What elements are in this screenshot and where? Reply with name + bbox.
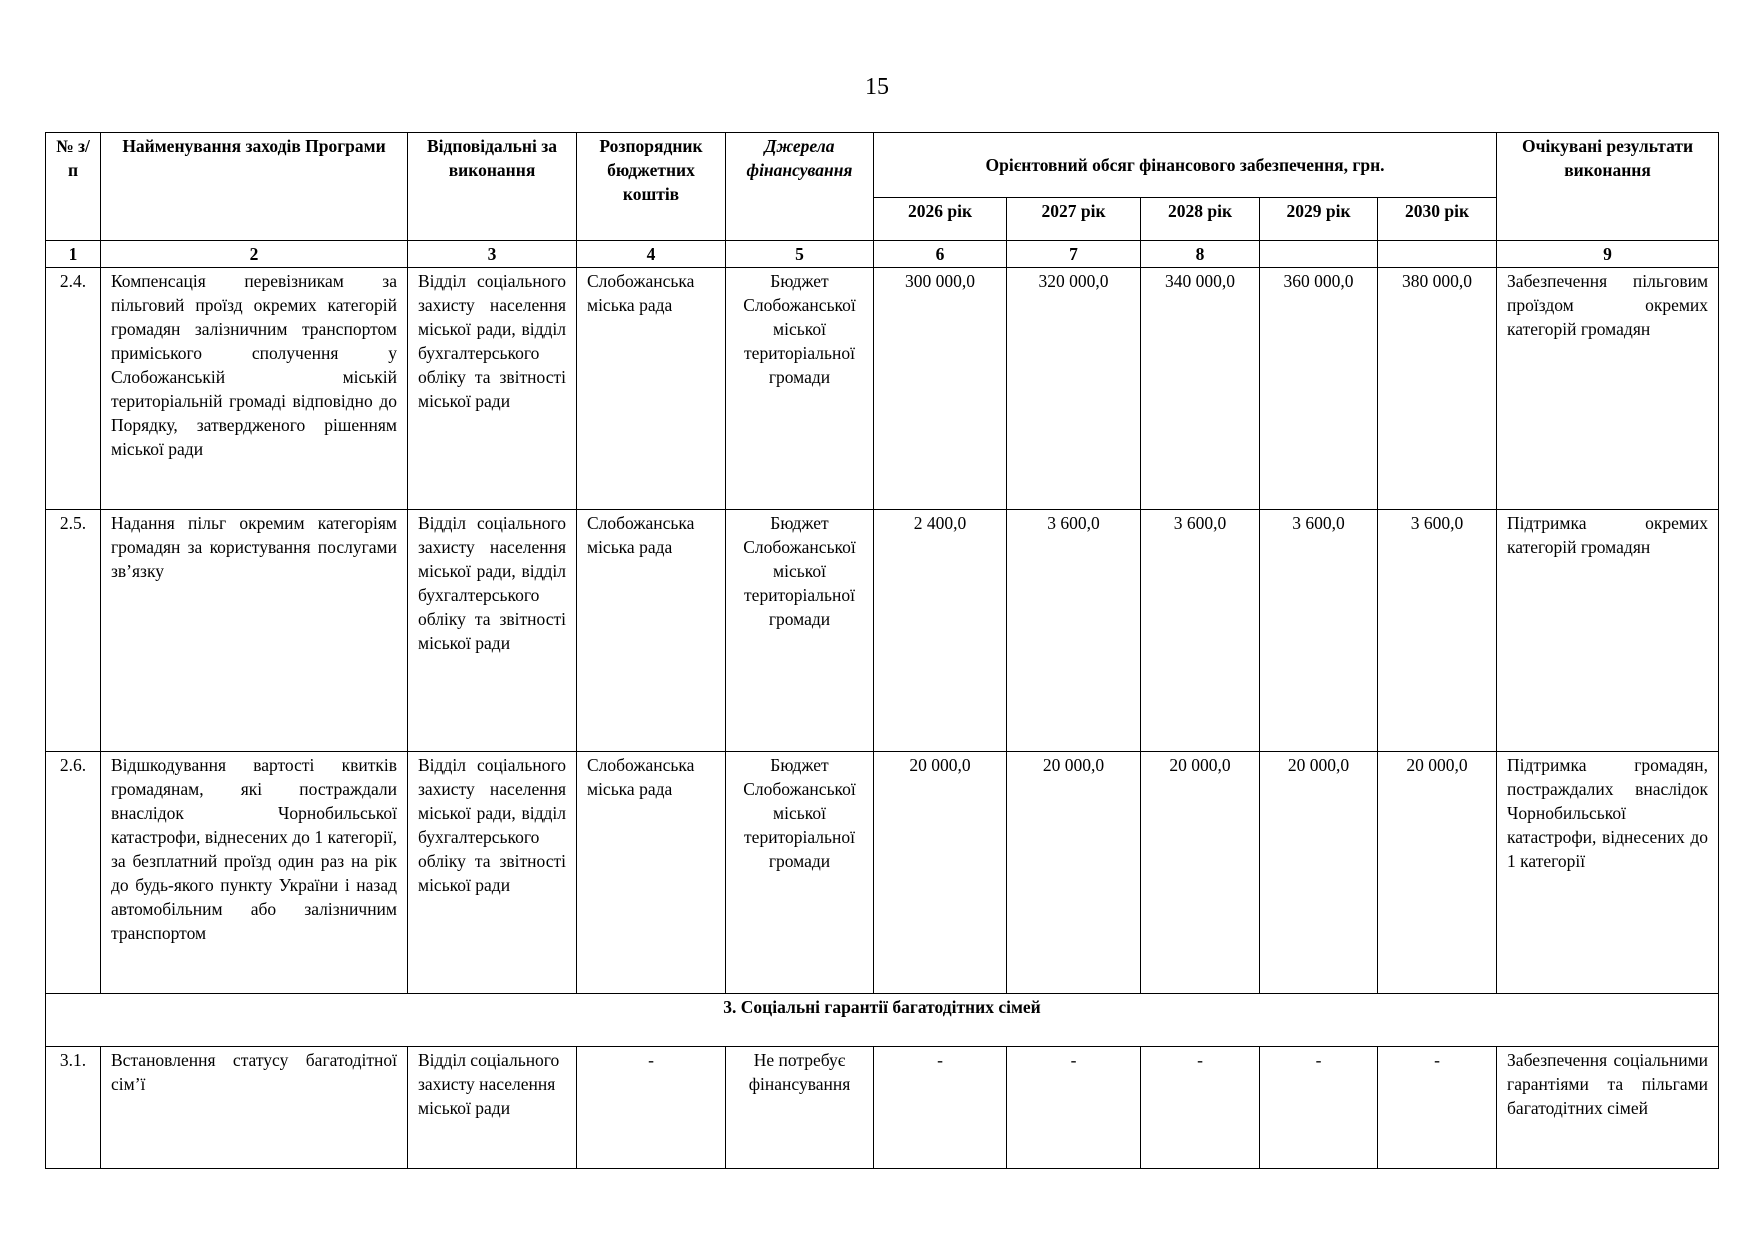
header-name: Найменування заходів Програми [101,133,408,241]
amount-2030: - [1378,1047,1497,1169]
budget-manager: Слобожанська міська рада [577,752,726,994]
amount-2028: - [1141,1047,1260,1169]
amount-2029: 360 000,0 [1260,268,1378,510]
col-num: 1 [46,241,101,268]
amount-2027: - [1007,1047,1141,1169]
amount-2028: 3 600,0 [1141,510,1260,752]
table-row [46,510,1719,752]
responsible: Відділ соціального захисту населення міської ради, відділ бухгалтерського обліку та звітності міської ради [408,268,577,510]
amount-2026: 20 000,0 [874,752,1007,994]
amount-2027: 3 600,0 [1007,510,1141,752]
responsible: Відділ соціального захисту населення міської ради, відділ бухгалтерського обліку та звітності міської ради [408,752,577,994]
amount-2030: 380 000,0 [1378,268,1497,510]
responsible: Відділ соціального захисту населення міської ради, відділ бухгалтерського обліку та звітності міської ради [408,510,577,752]
budget-manager: Слобожанська міська рада [577,268,726,510]
measure-name: Компенсація перевізникам за пільговий проїзд окремих категорій громадян залізничним транспортом приміського сполучення у Слобожанській міській територіальній громаді відповідно до Порядку, затвердженого рішенням міської ради [101,268,408,510]
table-row [46,268,1719,510]
budget-manager: - [577,1047,726,1169]
row-number: 2.4. [46,268,101,510]
header-row [46,133,1719,198]
col-num: 7 [1007,241,1141,268]
table-row [46,752,1719,994]
measure-name: Встановлення статусу багатодітної сім’ї [101,1047,408,1169]
year-2030: 2030 рік [1378,198,1497,241]
amount-2026: 2 400,0 [874,510,1007,752]
amount-2027: 20 000,0 [1007,752,1141,994]
amount-2028: 20 000,0 [1141,752,1260,994]
section-heading-row [46,994,1719,1047]
col-num: 4 [577,241,726,268]
col-num: 5 [726,241,874,268]
funding-source: Бюджет Слобожанської міської територіальної громади [726,268,874,510]
col-num [1378,241,1497,268]
page-number: 15 [865,74,889,100]
measure-name: Надання пільг окремим категоріям громадян за користування послугами зв’язку [101,510,408,752]
year-2026: 2026 рік [874,198,1007,241]
row-number: 2.6. [46,752,101,994]
col-num: 8 [1141,241,1260,268]
amount-2027: 320 000,0 [1007,268,1141,510]
column-number-row [46,241,1719,268]
expected-result: Забезпечення пільговим проїздом окремих категорій громадян [1497,268,1719,510]
funding-source: Не потребує фінансування [726,1047,874,1169]
measure-name: Відшкодування вартості квитків громадянам, які постраждали внаслідок Чорнобильської катастрофи, віднесених до 1 категорії, за безплатний проїзд один раз на рік до будь-якого пункту України і назад автомобільним або залізничним транспортом [101,752,408,994]
amount-2030: 3 600,0 [1378,510,1497,752]
header-manager: Розпорядник бюджетних коштів [577,133,726,241]
program-measures-table [45,132,1719,1169]
year-2029: 2029 рік [1260,198,1378,241]
funding-source: Бюджет Слобожанської міської територіальної громади [726,752,874,994]
amount-2029: 3 600,0 [1260,510,1378,752]
section-title: 3. Соціальні гарантії багатодітних сімей [46,994,1719,1047]
year-2028: 2028 рік [1141,198,1260,241]
header-responsible: Відповідальні за виконання [408,133,577,241]
row-number: 3.1. [46,1047,101,1169]
expected-result: Підтримка окремих категорій громадян [1497,510,1719,752]
amount-2030: 20 000,0 [1378,752,1497,994]
header-no: № з/п [46,133,101,241]
col-num: 2 [101,241,408,268]
amount-2026: - [874,1047,1007,1169]
amount-2028: 340 000,0 [1141,268,1260,510]
col-num: 6 [874,241,1007,268]
amount-2026: 300 000,0 [874,268,1007,510]
expected-result: Підтримка громадян, постраждалих внаслідок Чорнобильської катастрофи, віднесених до 1 категорії [1497,752,1719,994]
col-num: 3 [408,241,577,268]
budget-manager: Слобожанська міська рада [577,510,726,752]
header-sources: Джерела фінансування [726,133,874,241]
col-num [1260,241,1378,268]
header-results: Очікувані результати виконання [1497,133,1719,241]
header-funding: Орієнтовний обсяг фінансового забезпечення, грн. [874,133,1497,198]
year-2027: 2027 рік [1007,198,1141,241]
amount-2029: 20 000,0 [1260,752,1378,994]
table-row [46,1047,1719,1169]
col-num: 9 [1497,241,1719,268]
amount-2029: - [1260,1047,1378,1169]
expected-result: Забезпечення соціальними гарантіями та пільгами багатодітних сімей [1497,1047,1719,1169]
funding-source: Бюджет Слобожанської міської територіальної громади [726,510,874,752]
row-number: 2.5. [46,510,101,752]
responsible: Відділ соціального захисту населення міської ради [408,1047,577,1169]
